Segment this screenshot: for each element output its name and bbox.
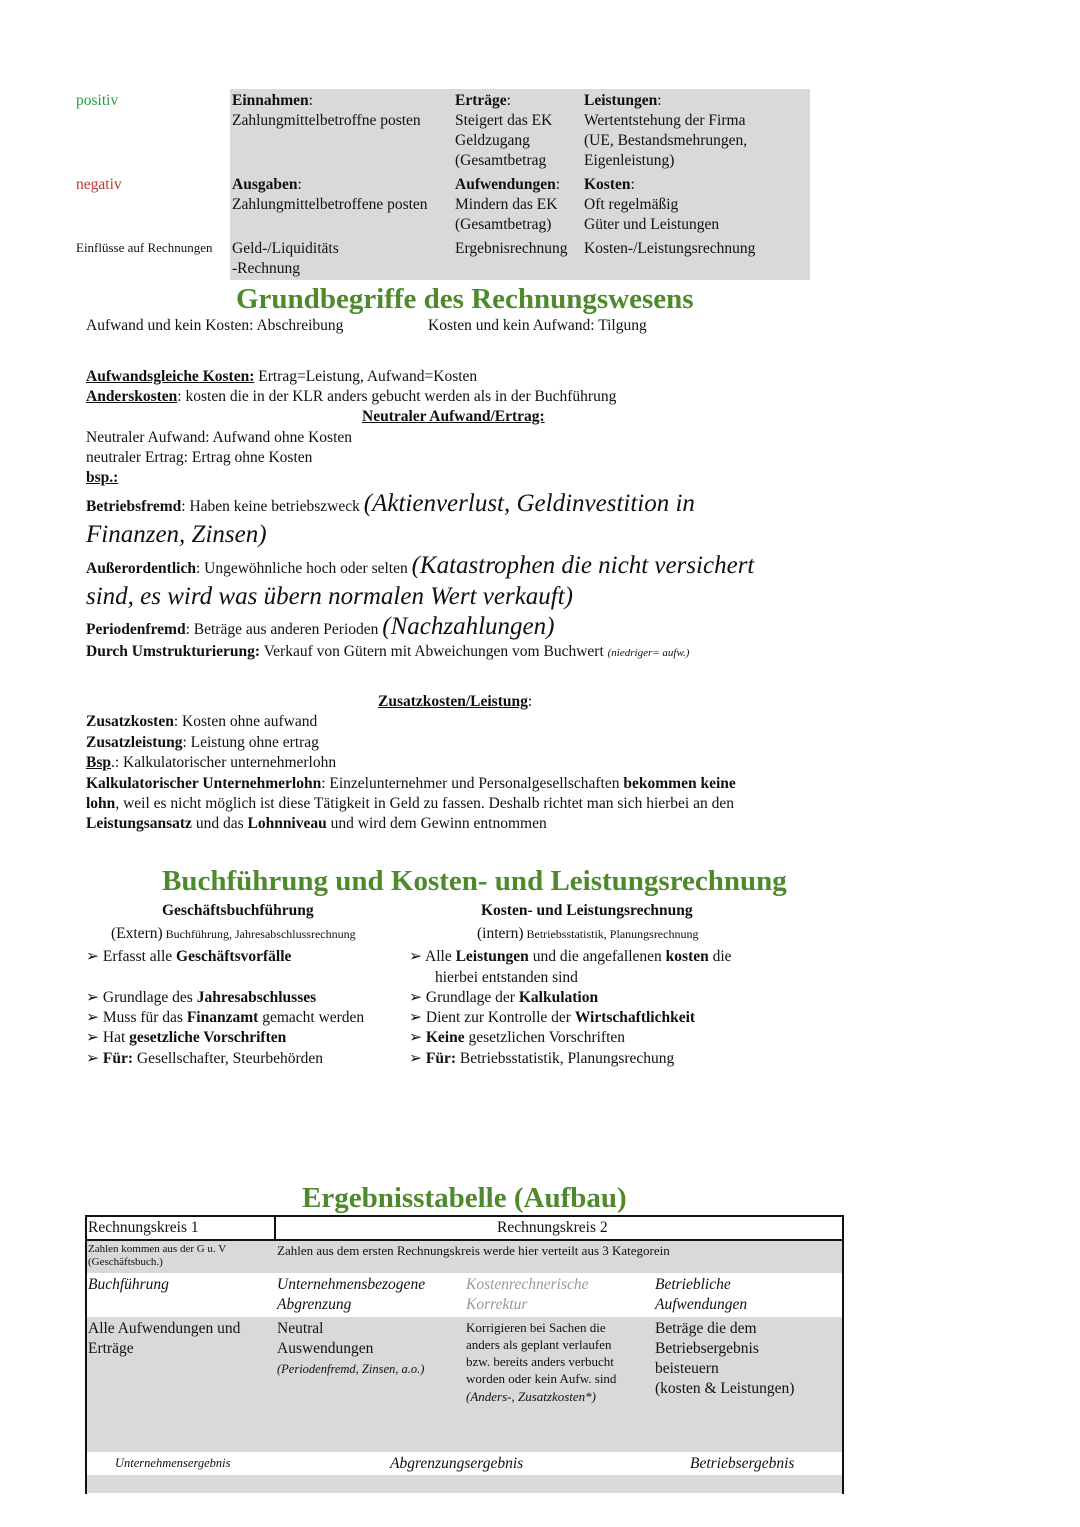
umstrukturierung-text: Verkauf von Gütern mit Abweichungen vom Buchwert <box>260 643 608 660</box>
section-title-grundbegriffe: Grundbegriffe des Rechnungswesens <box>236 283 694 315</box>
cell-einnahmen: Einnahmen: Zahlungmittelbetroffne posten <box>232 92 421 129</box>
table-header-divider <box>85 1239 844 1241</box>
ertraege-line: Geldzugang <box>455 132 530 149</box>
bullet-icon: ➢ <box>409 989 422 1006</box>
bullet-icon: ➢ <box>86 1029 99 1046</box>
bullet-icon: ➢ <box>86 1009 99 1026</box>
result-betriebsergebnis: Betriebsergebnis <box>690 1455 795 1472</box>
cell-leistungen: Leistungen: Wertentstehung der Firma (UE, Bestandsmehrungen, Eigenleistung) <box>584 92 748 169</box>
kosten-title: Kosten <box>584 176 631 193</box>
anderskosten-label: Anderskosten <box>86 388 178 405</box>
periodenfremd-line <box>86 612 554 642</box>
col-body-buchfuehrung: Alle Aufwendungen und Erträge <box>88 1320 241 1357</box>
col-head-betrieblich: Betriebliche Aufwendungen <box>655 1276 748 1313</box>
ausserordentlich-line <box>86 551 754 581</box>
rechnungskreis-1: Rechnungskreis 1 <box>88 1219 199 1236</box>
result-unternehmensergebnis: Unternehmensergebnis <box>115 1456 231 1470</box>
aufwandsgleiche-label: Aufwandsgleiche Kosten: <box>86 368 255 385</box>
bullet-icon: ➢ <box>86 1050 99 1067</box>
col-note-unternehmensbezogen: (Periodenfremd, Zinsen, a.o.) <box>277 1362 425 1376</box>
leistungen-title: Leistungen <box>584 92 658 109</box>
zusatzkosten-label: Zusatzkosten <box>86 713 174 730</box>
ertraege-line: (Gesamtbetrag <box>455 152 547 169</box>
table-header-vdivider <box>274 1215 276 1241</box>
section-title-ergebnisstabelle: Ergebnisstabelle (Aufbau) <box>302 1182 627 1214</box>
col-head-kostenrechnerisch: Kostenrechnerische Korrektur <box>466 1276 589 1313</box>
cell-kosten-leistungsrechnung: Kosten-/Leistungsrechnung <box>584 240 756 257</box>
einnahmen-text: Zahlungmittelbetroffne posten <box>232 112 421 129</box>
result-abgrenzungsergebnis: Abgrenzungsergebnis <box>390 1455 524 1472</box>
list-item: ➢ Für: Betriebsstatistik, Planungsrechung <box>409 1050 675 1067</box>
table-footer-bg <box>86 1475 843 1493</box>
row-label-influence: Einflüsse auf Rechnungen <box>76 240 213 255</box>
table-border-top <box>85 1215 844 1217</box>
kalk-text: , weil es nicht möglich ist diese Tätigkeit in Geld zu fassen. Deshalb richtet man sich hierbei an den <box>115 795 734 812</box>
cell-kosten: Kosten: Oft regelmäßig Güter und Leistungen <box>584 176 720 233</box>
right-subheading <box>477 924 698 944</box>
bsp2-label: Bsp <box>86 754 111 771</box>
betriebsfremd-line <box>86 489 695 519</box>
zusatzkosten-text: : Kosten ohne aufwand <box>173 713 318 730</box>
zusatzleistung-line <box>86 733 319 753</box>
kosten-line: Oft regelmäßig <box>584 196 679 213</box>
ausserordentlich-text: : Ungewöhnliche hoch oder selten <box>195 560 412 577</box>
section-title-buchfuehrung: Buchführung und Kosten- und Leistungsrechnung <box>162 865 787 897</box>
zusatzleistung-text: : Leistung ohne ertrag <box>182 734 319 751</box>
bsp2-text: .: Kalkulatorischer unternehmerlohn <box>111 754 337 771</box>
col-head-buchfuehrung: Buchführung <box>88 1276 169 1293</box>
bsp-label: bsp.: <box>86 469 119 486</box>
betriebsfremd-note-cont: Finanzen, Zinsen) <box>86 521 267 548</box>
bullet-icon: ➢ <box>86 948 99 965</box>
bullet-icon: ➢ <box>409 948 422 965</box>
col-body-betrieblich: Beträge die dem Betriebsergebnis beisteuern (kosten & Leistungen) <box>655 1320 795 1397</box>
betriebsfremd-note: (Aktienverlust, Geldinvestition in <box>363 490 695 517</box>
betriebsfremd-text: : Haben keine betriebszweck <box>181 498 364 515</box>
right-sub-small: Betriebsstatistik, Planungsrechnung <box>523 927 699 941</box>
kalk-line-2 <box>86 794 734 814</box>
kalk-line-3 <box>86 814 547 834</box>
list-item: ➢ Erfasst alle Geschäftsvorfälle <box>86 948 292 965</box>
zusatz-heading <box>378 692 532 712</box>
aufwendungen-line: Mindern das EK <box>455 196 558 213</box>
left-subheading <box>111 924 356 944</box>
kalk-bold: bekommen keine <box>623 775 736 792</box>
col-body-unternehmensbezogen: Neutral Auswendungen <box>277 1320 374 1357</box>
col-body-kostenrechnerisch: Korrigieren bei Sachen die anders als geplant verlaufen bzw. bereits anders verbucht worden oder kein Aufw. sind <box>466 1320 617 1386</box>
geld-line: Geld-/Liquiditäts <box>232 240 339 257</box>
list-item: ➢ Hat gesetzliche Vorschriften <box>86 1029 287 1046</box>
rk1-description: Zahlen kommen aus der G u. V (Geschäftsbuch.) <box>88 1243 227 1268</box>
zusatz-heading-colon: : <box>527 693 533 710</box>
ausgaben-text: Zahlungmittelbetroffene posten <box>232 196 428 213</box>
ertraege-line: Steigert das EK <box>455 112 553 129</box>
kalk-bold: lohn <box>86 795 116 812</box>
ausserordentlich-note: (Katastrophen die nicht versichert <box>411 552 755 579</box>
periodenfremd-label: Periodenfremd <box>86 621 186 638</box>
cell-ergebnisrechnung: Ergebnisrechnung <box>455 240 568 257</box>
geld-line: -Rechnung <box>232 260 301 277</box>
aufwendungen-line: (Gesamtbetrag) <box>455 216 552 233</box>
list-item: ➢ Keine gesetzlichen Vorschriften <box>409 1029 626 1046</box>
ertraege-title: Erträge <box>455 92 507 109</box>
right-sub: (intern) <box>477 925 524 942</box>
aufwandsgleiche-line <box>86 367 477 387</box>
row-label-positive: positiv <box>76 92 119 109</box>
kalk-bold: Leistungsansatz <box>86 815 192 832</box>
row-label-negative: negativ <box>76 176 122 193</box>
rechnungskreis-2: Rechnungskreis 2 <box>497 1219 608 1236</box>
kalk-text: und das <box>191 815 248 832</box>
left-sub-small: Buchführung, Jahresabschlussrechnung <box>162 927 356 941</box>
left-sub: (Extern) <box>111 925 163 942</box>
neutral-ertrag: neutraler Ertrag: Ertrag ohne Kosten <box>86 449 313 466</box>
bullet-icon: ➢ <box>409 1029 422 1046</box>
periodenfremd-note: (Nachzahlungen) <box>382 613 555 640</box>
list-item: ➢ Alle Leistungen und die angefallenen kosten die <box>409 948 732 965</box>
right-heading: Kosten- und Leistungsrechnung <box>481 902 693 919</box>
umstrukturierung-label: Durch Umstrukturierung: <box>86 643 261 660</box>
list-item-continuation: hierbei entstanden sind <box>435 969 578 986</box>
rk2-description: Zahlen aus dem ersten Rechnungskreis werde hier verteilt aus 3 Kategorein <box>277 1243 670 1258</box>
leistungen-line: (UE, Bestandsmehrungen, <box>584 132 748 149</box>
cell-ertraege: Erträge: Steigert das EK Geldzugang (Gesamtbetrag <box>455 92 553 169</box>
neutral-heading: Neutraler Aufwand/Ertrag: <box>362 408 545 425</box>
kalk-bold: Lohnniveau <box>247 815 327 832</box>
bullet-icon: ➢ <box>409 1050 422 1067</box>
neutral-aufwand: Neutraler Aufwand: Aufwand ohne Kosten <box>86 429 353 446</box>
list-item: ➢ Grundlage des Jahresabschlusses <box>86 989 317 1006</box>
col-note-kostenrechnerisch: (Anders-, Zusatzkosten*) <box>466 1389 596 1404</box>
bullet-icon: ➢ <box>409 1009 422 1026</box>
cell-ausgaben: Ausgaben: Zahlungmittelbetroffene posten <box>232 176 428 213</box>
aufwand-kein-kosten: Aufwand und kein Kosten: Abschreibung <box>86 317 344 334</box>
umstrukturierung-note: (niedriger= aufw.) <box>607 647 690 659</box>
leistungen-line: Wertentstehung der Firma <box>584 112 746 129</box>
kosten-line: Güter und Leistungen <box>584 216 720 233</box>
zusatzleistung-label: Zusatzleistung <box>86 734 183 751</box>
list-item: ➢ Dient zur Kontrolle der Wirtschaftlichkeit <box>409 1009 696 1026</box>
kalk-text: und wird dem Gewinn entnommen <box>326 815 547 832</box>
list-item: ➢ Für: Gesellschafter, Steurbehörden <box>86 1050 324 1067</box>
table-border-right <box>842 1215 844 1494</box>
betriebsfremd-label: Betriebsfremd <box>86 498 182 515</box>
zusatzkosten-line <box>86 712 317 732</box>
list-item: ➢ Grundlage der Kalkulation <box>409 989 599 1006</box>
left-heading: Geschäftsbuchführung <box>162 902 314 919</box>
kalk-label: Kalkulatorischer Unternehmerlohn <box>86 775 322 792</box>
periodenfremd-text: : Beträge aus anderen Perioden <box>185 621 383 638</box>
einnahmen-title: Einnahmen <box>232 92 309 109</box>
aufwandsgleiche-text: Ertrag=Leistung, Aufwand=Kosten <box>254 368 478 385</box>
cell-aufwendungen: Aufwendungen: Mindern das EK (Gesamtbetrag) <box>455 176 561 233</box>
cell-geld-rechnung <box>232 239 339 279</box>
bullet-icon: ➢ <box>86 989 99 1006</box>
leistungen-line: Eigenleistung) <box>584 152 675 169</box>
umstrukturierung-line <box>86 642 689 663</box>
zusatz-heading-text: Zusatzkosten/Leistung <box>378 693 528 710</box>
ausserordentlich-note-cont: sind, es wird was übern normalen Wert verkauft) <box>86 583 574 610</box>
list-item: ➢ Muss für das Finanzamt gemacht werden <box>86 1009 365 1026</box>
col-head-unternehmensbezogen: Unternehmensbezogene Abgrenzung <box>277 1276 426 1313</box>
kosten-kein-aufwand: Kosten und kein Aufwand: Tilgung <box>428 317 647 334</box>
ausserordentlich-label: Außerordentlich <box>86 560 196 577</box>
aufwendungen-title: Aufwendungen <box>455 176 556 193</box>
bsp2-line <box>86 753 336 773</box>
anderskosten-line <box>86 387 616 407</box>
ausgaben-title: Ausgaben <box>232 176 298 193</box>
kalk-text: : Einzelunternehmer und Personalgesellschaften <box>321 775 624 792</box>
anderskosten-text: : kosten die in der KLR anders gebucht werden als in der Buchführung <box>177 388 617 405</box>
table-border-left <box>85 1215 87 1494</box>
kalk-line-1 <box>86 774 736 794</box>
